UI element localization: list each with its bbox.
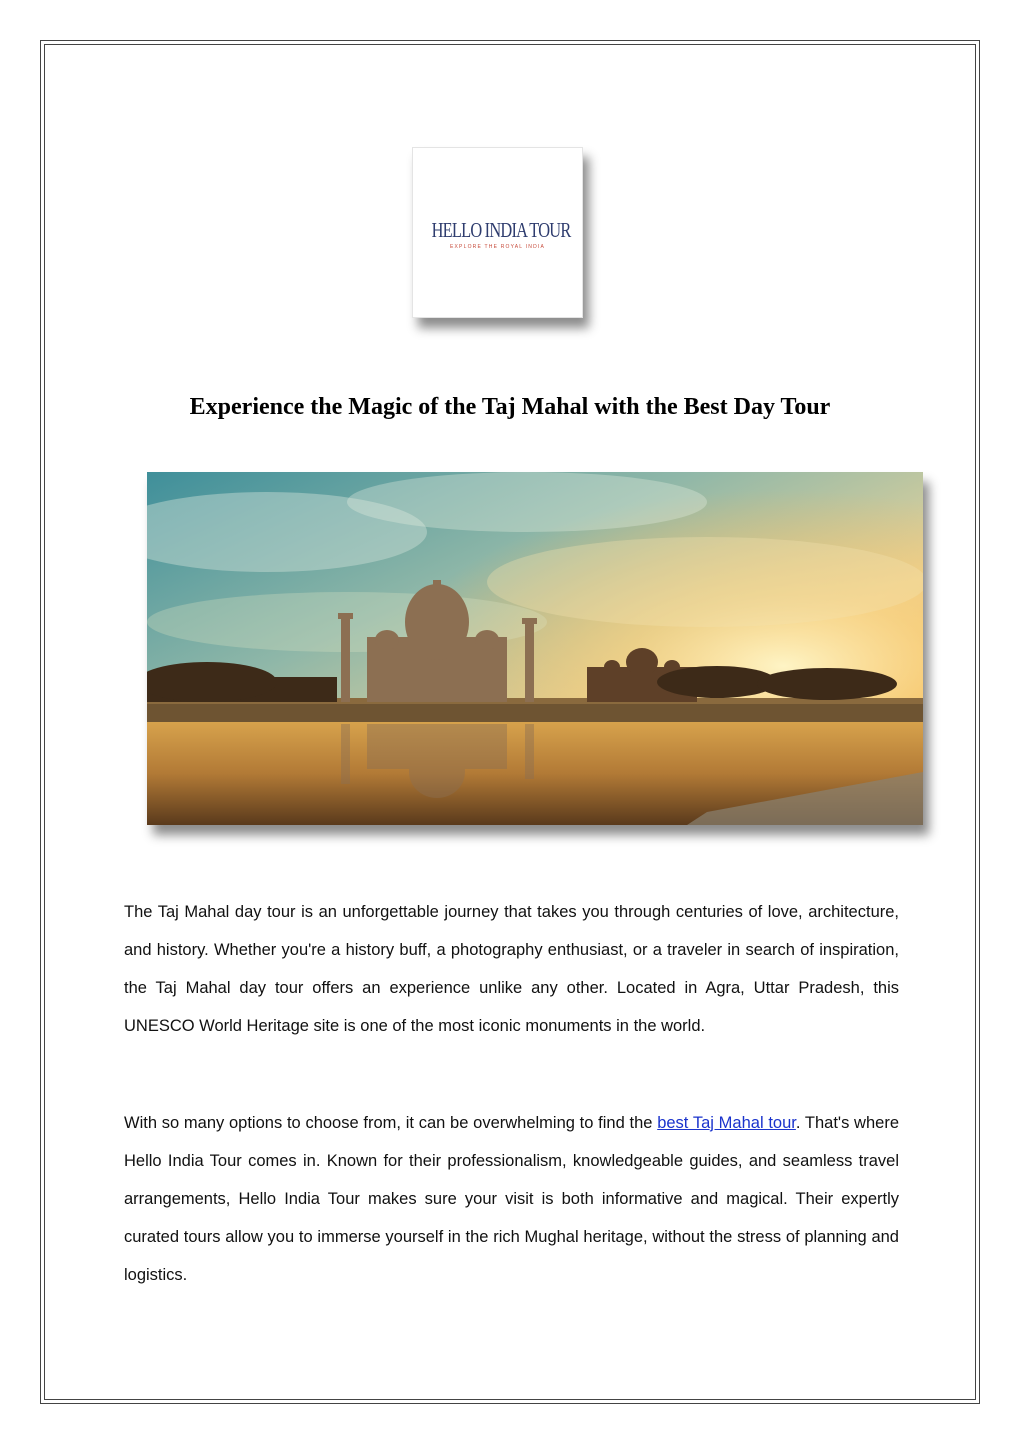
hello-india-tour-logo xyxy=(412,147,583,318)
page-title: Experience the Magic of the Taj Mahal with the Best Day Tour xyxy=(189,394,831,420)
taj-mahal-photo-icon xyxy=(147,472,923,825)
logo-tagline: EXPLORE THE ROYAL INDIA xyxy=(449,244,546,250)
best-taj-mahal-tour-link[interactable]: best Taj Mahal tour xyxy=(657,1114,796,1132)
tour-paragraph xyxy=(124,1104,899,1294)
intro-paragraph: The Taj Mahal day tour is an unforgettable journey that takes you through centuries of love, architecture, and history. Whether you're a history buff, a photography enthusiast, or a traveler in search of inspiration, the Taj Mahal day tour offers an experience unlike any other. Located in Agra, Uttar Pradesh, this UNESCO World Heritage site is one of the most iconic monuments in the world. xyxy=(124,903,899,1035)
tour-paragraph-text-start: With so many options to choose from, it can be overwhelming to find the xyxy=(124,1114,658,1132)
logo-main-text: HELLO INDIA TOUR xyxy=(431,218,571,242)
taj-mahal-hero-image xyxy=(147,472,923,825)
tour-paragraph-text-end: . That's where Hello India Tour comes in. Known for their professionalism, knowledgeable guides, and seamless travel arrangements, Hello India Tour makes sure your visit is both informative and magical. Their expertly curated tours allow you to immerse yourself in the rich Mughal heritage, without the stress of planning and logistics. xyxy=(124,1114,899,1284)
